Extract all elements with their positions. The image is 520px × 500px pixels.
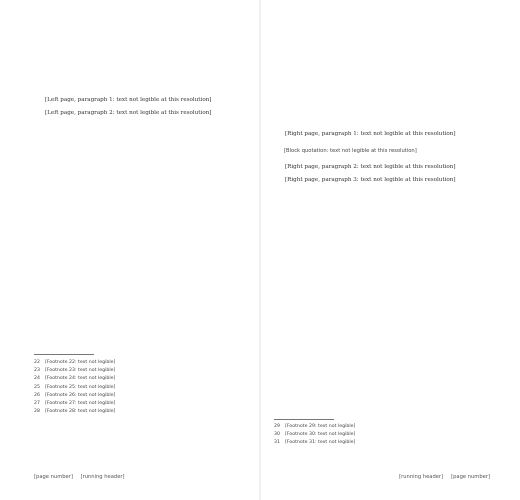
footnote-text: [Footnote 31: text not legible] (285, 440, 356, 446)
right-page-footer (274, 474, 490, 480)
footnote (34, 384, 244, 392)
footnote (34, 400, 244, 408)
right-footnotes (274, 423, 490, 448)
left-body-text (34, 94, 244, 119)
footnote-number: 28 (34, 409, 40, 415)
footnote-text: [Footnote 25: text not legible] (45, 384, 116, 390)
left-page-footer (34, 474, 131, 480)
footnote-text: [Footnote 28: text not legible] (45, 409, 116, 415)
body-paragraph: [Right page, paragraph 1: text not legible at this resolution] (285, 131, 456, 137)
footnote (34, 392, 244, 400)
left-page (0, 0, 259, 500)
footnote-text: [Footnote 24: text not legible] (45, 376, 116, 382)
footnote-divider (34, 354, 94, 355)
footnote-number: 23 (34, 368, 40, 374)
footnote (34, 408, 244, 416)
right-page (261, 0, 520, 500)
running-head: [running header] (399, 474, 444, 480)
footnote-text: [Footnote 22: text not legible] (45, 360, 116, 365)
footnote-divider (274, 419, 334, 420)
footnote-number: 26 (34, 392, 40, 398)
footnote-text: [Footnote 26: text not legible] (45, 392, 116, 398)
left-footnotes (34, 359, 244, 416)
footnote-number: 31 (274, 440, 280, 446)
footnote-number: 29 (274, 424, 280, 429)
body-paragraph: [Right page, paragraph 2: text not legible at this resolution] (285, 164, 456, 171)
block-quote: [Block quotation: text not legible at this resolution] (284, 147, 417, 154)
footnote-text: [Footnote 29: text not legible] (285, 424, 356, 429)
body-paragraph: [Right page, paragraph 3: text not legible at this resolution] (285, 176, 456, 183)
footnote (274, 423, 490, 431)
footnote (34, 367, 244, 375)
footnote (34, 375, 244, 383)
running-head: [running header] (80, 474, 125, 480)
footnote-number: 22 (34, 360, 40, 365)
footnote (34, 359, 244, 367)
right-body-text (274, 128, 490, 186)
footnote-number: 27 (34, 401, 40, 407)
body-paragraph: [Left page, paragraph 1: text not legible at this resolution] (45, 97, 212, 103)
page-number: [page number] (451, 474, 490, 480)
footnote-number: 24 (34, 376, 40, 382)
footnote-number: 30 (274, 432, 280, 438)
footnote-text: [Footnote 27: text not legible] (45, 401, 116, 407)
footnote (274, 431, 490, 439)
footnote (274, 439, 490, 447)
page-number: [page number] (34, 474, 73, 480)
footnote-text: [Footnote 30: text not legible] (285, 432, 356, 438)
footnote-number: 25 (34, 384, 40, 390)
footnote-text: [Footnote 23: text not legible] (45, 368, 116, 374)
body-paragraph: [Left page, paragraph 2: text not legible at this resolution] (45, 109, 212, 116)
